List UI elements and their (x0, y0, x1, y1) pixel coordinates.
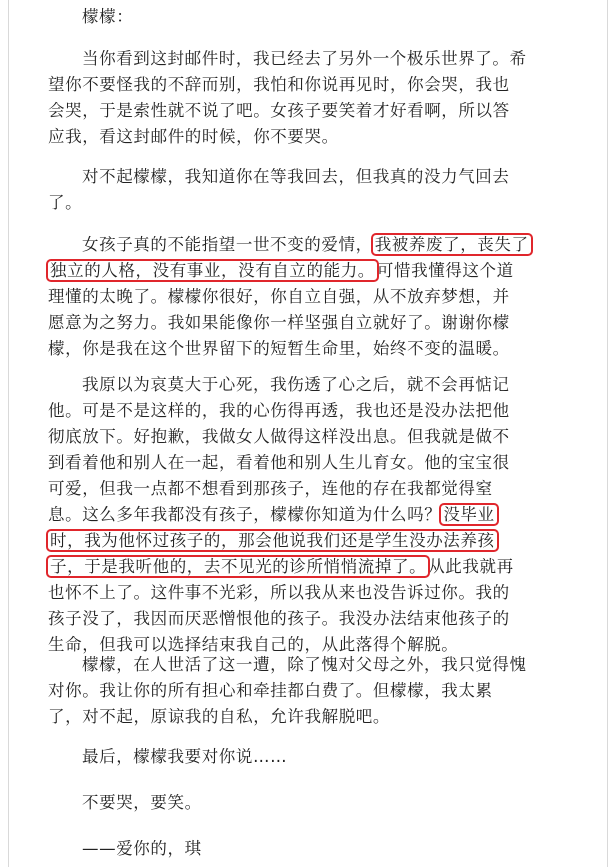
paragraph-line: 不要哭，要笑。 (82, 793, 202, 812)
paragraph-line: 对你。我让你的所有担心和牵挂都白费了。但檬檬，我太累 (48, 681, 493, 700)
page-border-left (8, 0, 9, 867)
salutation (48, 4, 568, 30)
paragraph-line (48, 258, 568, 284)
paragraph-line: 可爱，但我一点都不想看到那孩子，连他的存在我都觉得窒 (48, 479, 493, 498)
paragraph-line: 最后，檬檬我要对你说…… (82, 747, 288, 766)
paragraph-7 (48, 790, 568, 816)
paragraph-line: 望你不要怪我的不辞而别，我怕和你说再见时，你会哭，我也 (48, 75, 510, 94)
signature-text: ——爱你的，琪 (82, 839, 202, 858)
paragraph-line: 对不起檬檬，我知道你在等我回去，但我真的没力气回去 (82, 167, 510, 186)
paragraph-line: 檬檬，在人世活了这一遭，除了愧对父母之外，我只觉得愧 (82, 655, 527, 674)
paragraph-text: 息。这么多年我都没有孩子，檬檬你知道为什么吗？ (48, 505, 442, 524)
paragraph-line: 也怀不上了。这件事不光彩，所以我从来也没告诉过你。我的 (48, 583, 510, 602)
paragraph-6 (48, 744, 568, 770)
paragraph-line: 愿意为之努力。我如果能像你一样坚强自立就好了。谢谢你檬 (48, 313, 510, 332)
highlighted-text: 时，我为他怀过孩子的，那会他说我们还是学生没办法养孩 (50, 531, 495, 550)
paragraph-line: 到看着他和别人在一起，看着他和别人生儿育女。他的宝宝很 (48, 453, 510, 472)
paragraph-text: 可惜我懂得这个道 (376, 261, 514, 280)
paragraph-line: 生命，但我可以选择结束我自己的，从此落得个解脱。 (48, 635, 459, 654)
paragraph-line: 他。可是不是这样的，我的心伤得再透，我也还是没办法把他 (48, 401, 510, 420)
paragraph-line (48, 232, 568, 258)
paragraph-line (48, 502, 568, 528)
paragraph-text: 女孩子真的不能指望一世不变的爱情， (82, 235, 373, 254)
paragraph-line: 檬，你是我在这个世界留下的短暂生命里，始终不变的温暖。 (48, 339, 510, 358)
paragraph-line: 孩子没了，我因而厌恶憎恨他的孩子。我没办法结束他孩子的 (48, 609, 510, 628)
paragraph-line: 我原以为哀莫大于心死，我伤透了心之后，就不会再惦记 (82, 375, 510, 394)
highlighted-text: 独立的人格，没有事业，没有自立的能力。 (50, 261, 375, 280)
highlighted-text: 我被养废了，丧失了 (374, 235, 529, 254)
paragraph-line (48, 528, 568, 554)
paragraph-1 (48, 46, 568, 150)
paragraph-line: 彻底放下。好抱歉，我做女人做得这样没出息。但我就是做不 (48, 427, 510, 446)
highlighted-text: 子，于是我听他的，去不见光的诊所悄悄流掉了。 (50, 557, 427, 576)
salutation-text: 檬檬： (82, 7, 134, 26)
paragraph-line: 应我，看这封邮件的时候，你不要哭。 (48, 127, 339, 146)
paragraph-text: 从此我就再 (428, 557, 514, 576)
highlighted-text: 没毕业 (443, 505, 495, 524)
paragraph-4 (48, 372, 568, 658)
page-border-right (607, 0, 608, 867)
paragraph-2 (48, 164, 568, 216)
paragraph-3 (48, 232, 568, 362)
signature (48, 836, 568, 862)
paragraph-line: 当你看到这封邮件时，我已经去了另外一个极乐世界了。希 (82, 49, 527, 68)
paragraph-line: 了。 (48, 193, 83, 212)
paragraph-line: 了，对不起，原谅我的自私，允许我解脱吧。 (48, 707, 390, 726)
paragraph-line (48, 554, 568, 580)
paragraph-5 (48, 652, 568, 730)
paragraph-line: 会哭，于是索性就不说了吧。女孩子要笑着才好看啊，所以答 (48, 101, 510, 120)
paragraph-line: 理懂的太晚了。檬檬你很好，你自立自强，从不放弃梦想，并 (48, 287, 510, 306)
